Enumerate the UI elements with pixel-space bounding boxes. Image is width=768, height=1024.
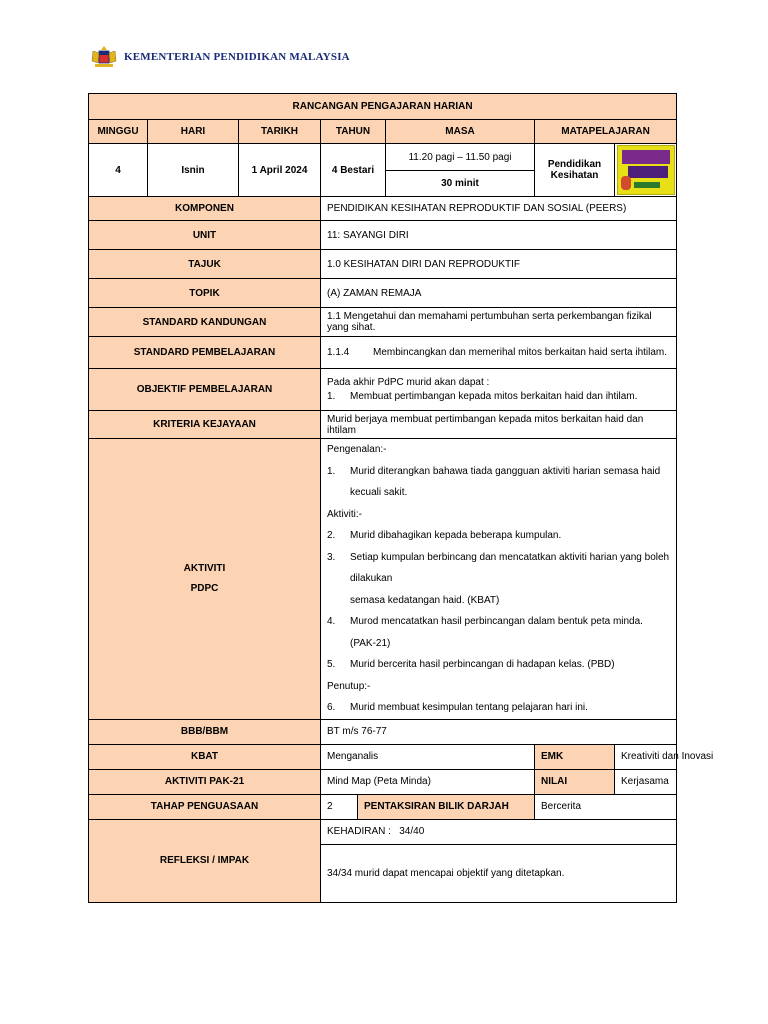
aktiviti-heading: Aktiviti:- [327,508,362,520]
col-matapelajaran: MATAPELAJARAN [535,120,677,144]
standard-pembelajaran-code: 1.1.4 [327,347,350,358]
list-item: 1. Murid diterangkan bahawa tiada gangguan aktiviti harian semasa haid kecuali sakit. [327,465,661,498]
pdpc-label: PDPC [190,582,219,594]
kbat-value: Menganalis [321,744,535,769]
topik-label: TOPIK [89,279,321,308]
col-hari: HARI [148,120,239,144]
tajuk-value: 1.0 KESIHATAN DIRI DAN REPRODUKTIF [321,250,677,279]
objektif-intro: Pada akhir PdPC murid akan dapat : [327,376,490,388]
impak-value: 34/34 murid dapat mencapai objektif yang ditetapkan. [321,844,677,902]
nilai-value: Kerjasama [615,769,677,794]
tahun-value: 4 Bestari [321,144,386,197]
pengenalan-heading: Pengenalan:- [327,444,387,455]
tajuk-label: TAJUK [89,250,321,279]
kriteria-label: KRITERIA KEJAYAAN [89,411,321,439]
emk-value: Kreativiti dan Inovasi [615,744,677,769]
masa-time: 11.20 pagi – 11.50 pagi [386,144,535,171]
standard-kandungan-label: STANDARD KANDUNGAN [89,308,321,337]
col-tahun: TAHUN [321,120,386,144]
col-minggu: MINGGU [89,120,148,144]
unit-value: 11: SAYANGI DIRI [321,221,677,250]
komponen-label: KOMPONEN [89,197,321,221]
aktiviti-list [327,439,670,719]
list-item: 2. Murid dibahagikan kepada beberapa kumpulan. [327,530,562,541]
standard-pembelajaran-value: Membincangkan dan memerihal mitos berkaitan haid serta ihtilam. [373,347,668,358]
malaysia-coat-of-arms-icon [90,45,118,69]
topik-value: (A) ZAMAN REMAJA [321,279,677,308]
lesson-plan-table [88,93,714,903]
list-item-continuation: semasa kedatangan haid. (KBAT) [350,594,500,606]
komponen-value: PENDIDIKAN KESIHATAN REPRODUKTIF DAN SOSIAL (PEERS) [321,197,677,221]
tarikh-value: 1 April 2024 [239,144,321,197]
kriteria-value: Murid berjaya membuat pertimbangan kepada mitos berkaitan haid dan ihtilam [321,411,677,439]
tahap-value: 2 [321,795,358,819]
ministry-header [90,44,350,70]
tahap-label: TAHAP PENGUASAAN [89,794,321,819]
plan-title: RANCANGAN PENGAJARAN HARIAN [89,94,677,120]
standard-pembelajaran-label: STANDARD PEMBELAJARAN [89,337,321,369]
pbd-value: Bercerita [535,794,677,819]
col-tarikh: TARIKH [239,120,321,144]
pak21-value: Mind Map (Peta Minda) [321,769,535,794]
ministry-name: KEMENTERIAN PENDIDIKAN MALAYSIA [124,51,350,63]
col-masa: MASA [386,120,535,144]
refleksi-label: REFLEKSI / IMPAK [89,819,321,902]
emk-label: EMK [535,744,615,769]
kehadiran-value: KEHADIRAN : 34/40 [321,819,677,844]
unit-label: UNIT [89,221,321,250]
list-item: 5. Murid bercerita hasil perbincangan di hadapan kelas. (PBD) [327,659,615,670]
list-item: 4. Murod mencatatkan hasil perbincangan dalam bentuk peta minda. (PAK-21) [327,616,643,649]
bbb-value: BT m/s 76-77 [321,719,677,744]
jasmani-kesihatan-book-cover-icon [617,145,675,195]
pbd-label: PENTAKSIRAN BILIK DARJAH [358,795,535,819]
masa-duration: 30 minit [386,171,535,197]
kbat-label: KBAT [89,744,321,769]
objektif-label: OBJEKTIF PEMBELAJARAN [89,369,321,411]
standard-kandungan-value: 1.1 Mengetahui dan memahami pertumbuhan serta perkembangan fizikal yang sihat. [321,308,677,337]
list-item: 6. Murid membuat kesimpulan tentang pelajaran hari ini. [327,702,588,713]
subject-value: Pendidikan Kesihatan [535,144,615,197]
hari-value: Isnin [148,144,239,197]
pak21-label: AKTIVITI PAK-21 [89,769,321,794]
bbb-label: BBB/BBM [89,719,321,744]
minggu-value: 4 [89,144,148,197]
list-item: 3. Setiap kumpulan berbincang dan mencatatkan aktiviti harian yang boleh dilakukan [327,551,670,584]
aktiviti-label: AKTIVITI [183,562,226,574]
objektif-item: 1. Membuat pertimbangan kepada mitos berkaitan haid dan ihtilam. [327,390,638,402]
nilai-label: NILAI [535,769,615,794]
penutup-heading: Penutup:- [327,680,371,692]
